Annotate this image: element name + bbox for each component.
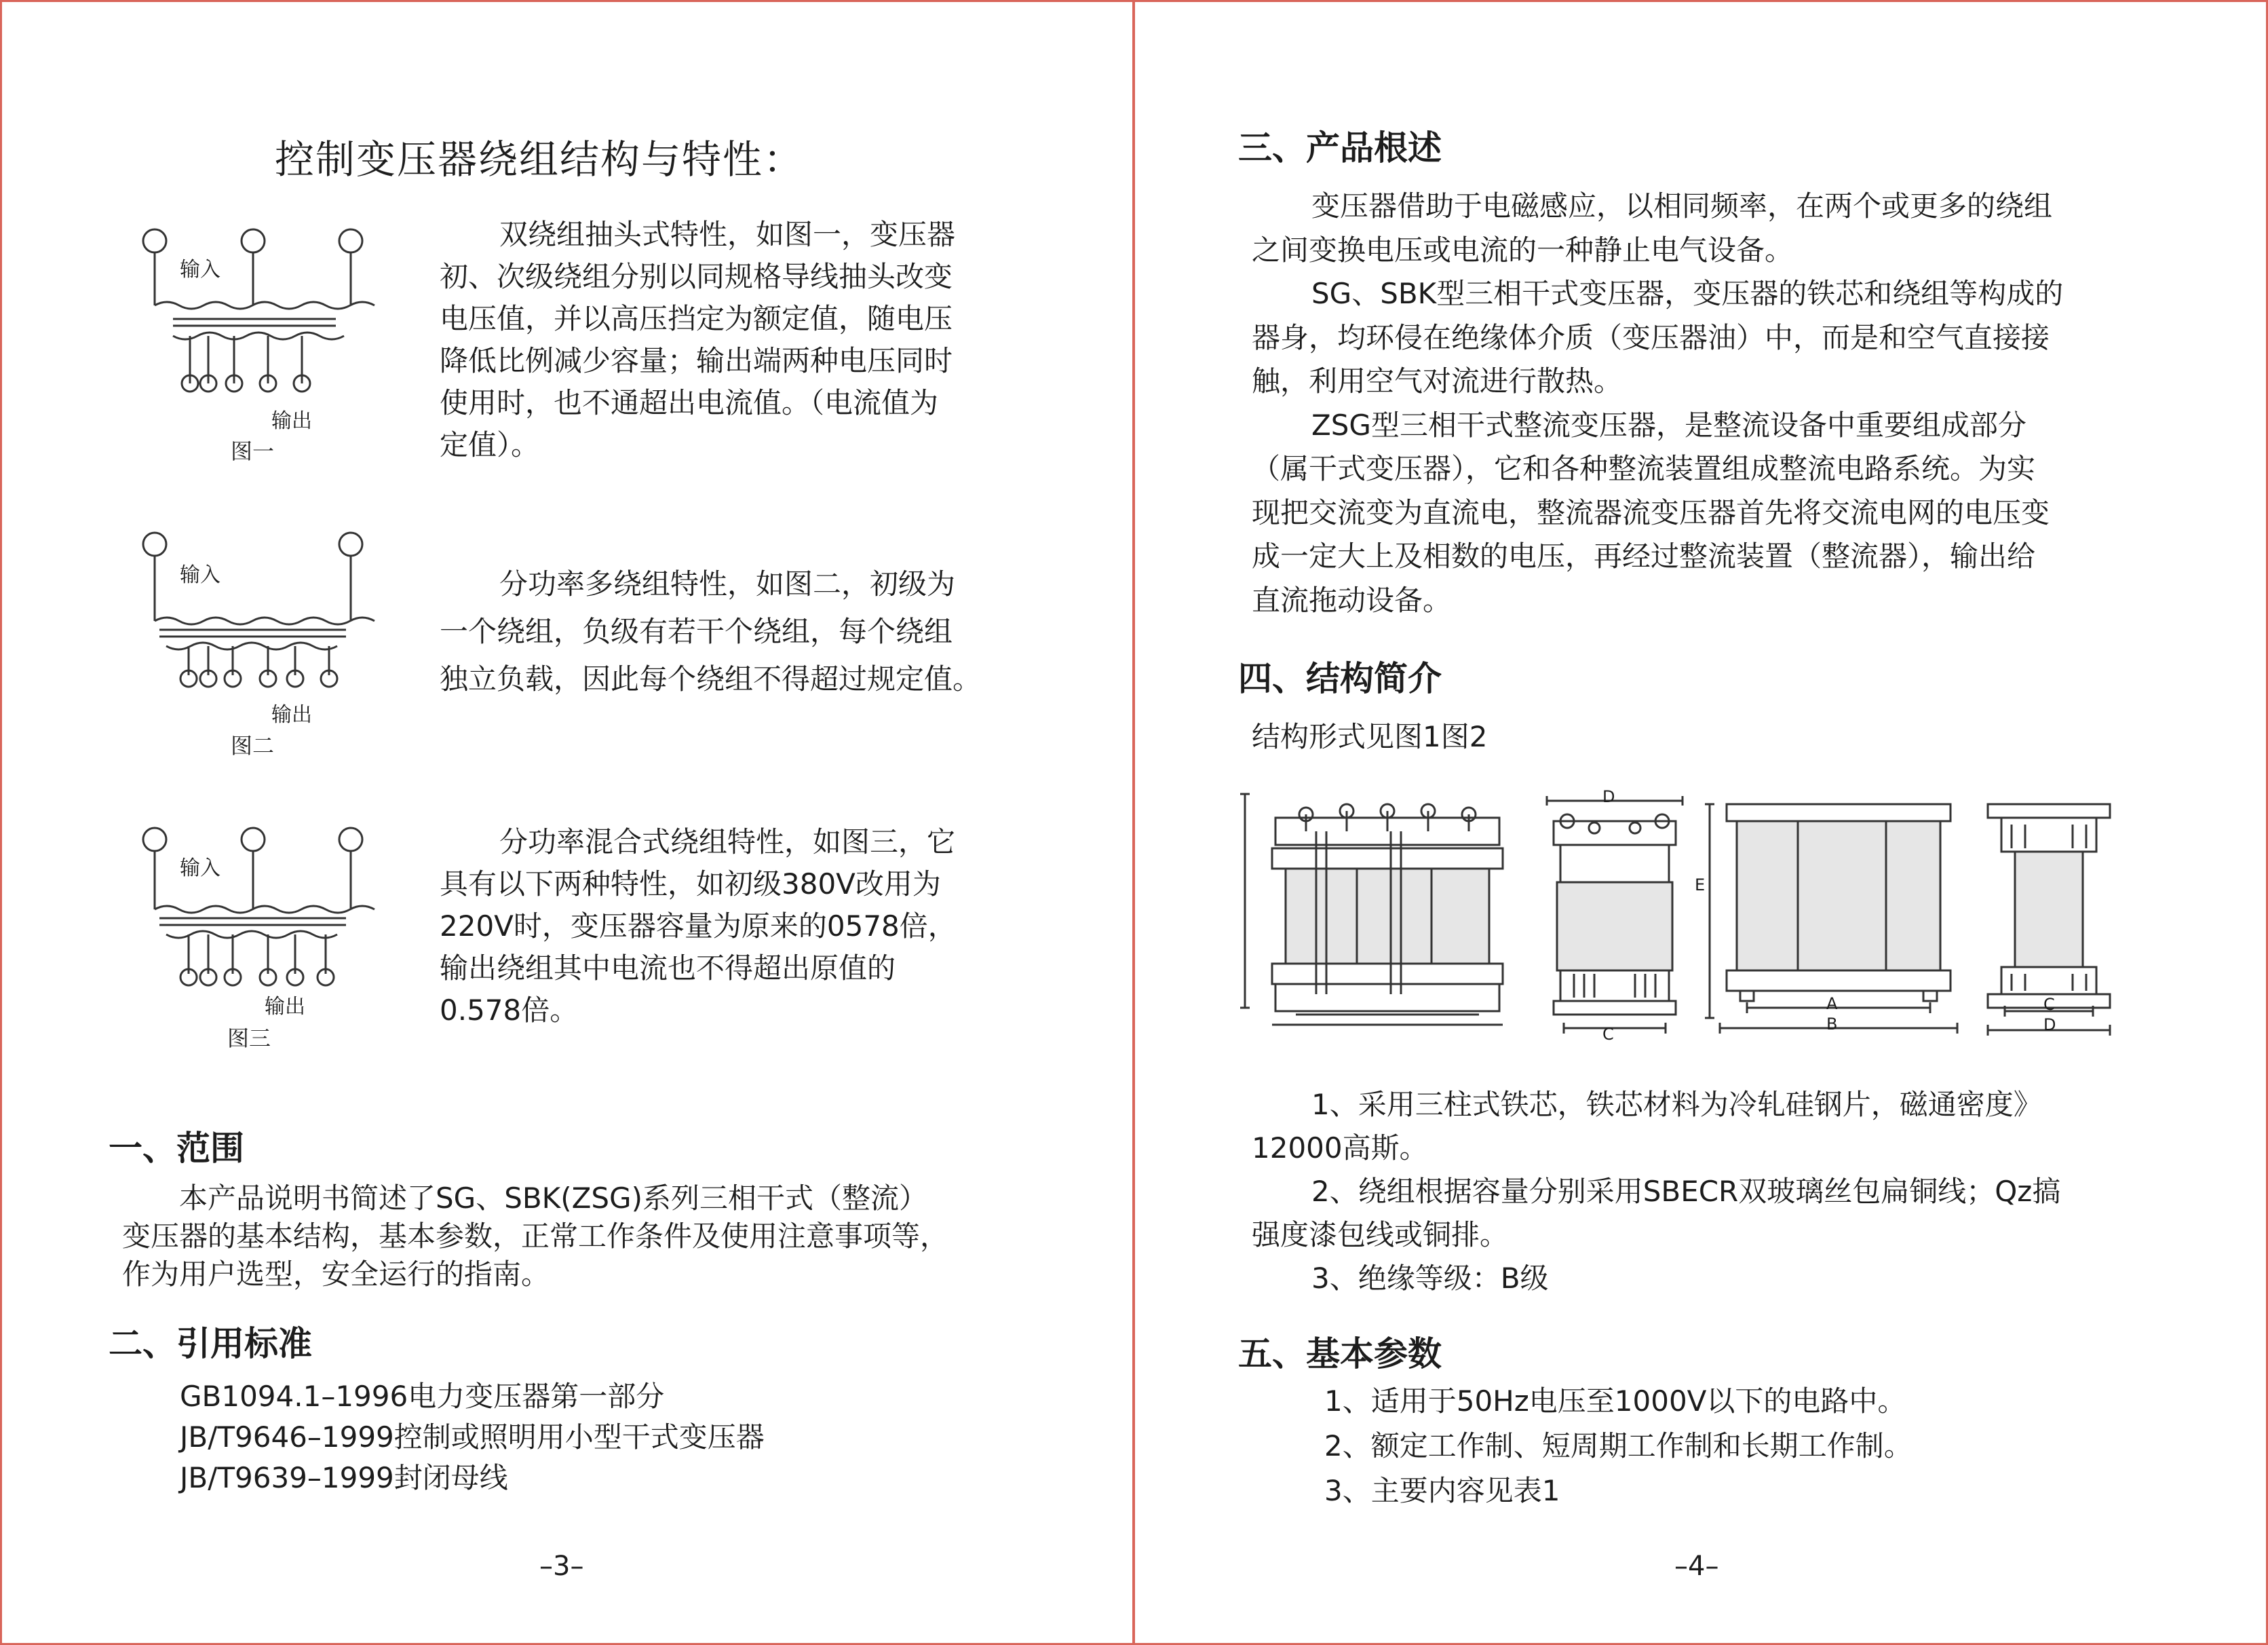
output-label-2: 输出 [271,703,312,727]
figure-1-description [440,214,955,466]
section-standards-list [180,1376,765,1498]
text-line: 之间变换电压或电流的一种静止电气设备。 [1252,233,1794,267]
text-line: 成一定大上及相数的电压，再经过整流装置（整流器），输出给 [1252,540,2036,573]
dimension-label-d2: D [2043,1015,2056,1034]
section-heading-standards: 二、引用标准 [109,1324,312,1363]
section-overview-text [1252,185,2063,622]
page-number-right: –4– [1674,1551,1719,1582]
text-line: 具有以下两种特性，如初级380V改用为 [440,867,941,901]
output-label-1: 输出 [271,409,312,433]
text-line: 电压值，并以高压挡定为额定值，随电压 [440,302,953,335]
page-number-left: –3– [539,1551,584,1582]
text-line: 2、绕组根据容量分别采用SBECR双玻璃丝包扁铜线；Qz搞 [1311,1175,2061,1208]
text-line: 3、主要内容见表1 [1324,1474,1560,1507]
structure-intro: 结构形式见图1图2 [1252,720,1488,753]
text-line: 1、采用三柱式铁芯，铁芯材料为冷轧硅钢片，磁通密度》 [1311,1088,2042,1121]
structure-features-list [1252,1083,2060,1300]
text-line: 本产品说明书简述了SG、SBK(ZSG)系列三相干式（整流） [179,1181,927,1215]
text-line: 3、绝缘等级：B级 [1311,1262,1549,1295]
section-heading-scope: 一、范围 [109,1129,244,1168]
text-line: 定值）。 [440,428,540,461]
text-line: 初、次级绕组分别以同规格导线抽头改变 [440,260,953,293]
text-line: 2、额定工作制、短周期工作制和长期工作制。 [1324,1429,1913,1462]
transformer-front-view-drawing [1235,791,1520,1048]
text-line: GB1094.1–1996电力变压器第一部分 [180,1380,665,1413]
figure-caption-2: 图二 [231,733,275,759]
text-line: （属干式变压器），它和各种整流装置组成整流电路系统。为实 [1252,452,2036,485]
input-label-1: 输入 [180,258,220,282]
text-line: 变压器借助于电磁感应，以相同频率，在两个或更多的绕组 [1311,189,2053,223]
text-line: 直流拖动设备。 [1252,583,1452,617]
text-line: 强度漆包线或铜排。 [1252,1218,1509,1251]
figure-3-description [440,821,957,1032]
dimension-label-e: E [1695,875,1706,894]
text-line: 输出绕组其中电流也不得超出原值的 [440,951,896,985]
text-line: 1、适用于50Hz电压至1000V以下的电路中。 [1324,1384,1906,1418]
dimension-label-c2: C [2043,995,2055,1014]
text-line: 220V时，变压器容量为原来的0578倍， [440,909,957,943]
text-line: JB/T9646–1999控制或照明用小型干式变压器 [180,1420,765,1454]
dimension-label-d-top: D [1602,787,1615,806]
winding-diagram-3 [132,825,377,1001]
dimension-label-b: B [1826,1015,1838,1034]
text-line: ZSG型三相干式整流变压器，是整流设备中重要组成部分 [1311,408,2026,442]
text-line: 使用时，也不通超出电流值。（电流值为 [440,386,939,419]
text-line: 现把交流变为直流电，整流器流变压器首先将交流电网的电压变 [1252,495,2050,529]
page-title: 控制变压器绕组结构与特性： [275,136,805,183]
text-line: 分功率混合式绕组特性，如图三，它 [499,825,956,858]
text-line: 触，利用空气对流进行散热。 [1252,364,1623,398]
text-line: 双绕组抽头式特性，如图一，变压器 [499,218,956,251]
text-line: 器身，均环侵在绝缘体介质（变压器油）中，而是和空气直接接 [1252,320,2050,354]
text-line: 独立负载，因此每个绕组不得超过规定值。 [440,662,982,696]
figure-2-description [440,561,981,703]
dimension-label-c1: C [1602,1025,1614,1044]
text-line: 变压器的基本结构，基本参数，正常工作条件及使用注意事项等， [122,1219,949,1253]
winding-diagram-2 [132,529,377,706]
output-label-3: 输出 [265,995,305,1019]
input-label-2: 输入 [180,563,220,587]
text-line: SG、SBK型三相干式变压器，变压器的铁芯和绕组等构成的 [1311,277,2064,310]
text-line: 降低比例减少容量；输出端两种电压同时 [440,344,953,377]
section-heading-structure: 四、结构简介 [1238,659,1442,698]
figure-caption-3: 图三 [227,1025,271,1051]
text-line: 分功率多绕组特性，如图二，初级为 [499,567,956,601]
text-line: 12000高斯。 [1252,1131,1428,1165]
section-scope-text [122,1179,948,1293]
text-line: JB/T9639–1999封闭母线 [180,1461,508,1494]
winding-diagram-1 [132,224,377,434]
figure-caption-1: 图一 [231,438,275,464]
text-line: 作为用户选型，安全运行的指南。 [122,1258,550,1291]
section-heading-overview: 三、产品根述 [1238,128,1442,168]
input-label-3: 输入 [180,856,220,880]
text-line: 一个绕组，负级有若干个绕组，每个绕组 [440,615,953,648]
section-heading-parameters: 五、基本参数 [1238,1334,1442,1374]
text-line: 0.578倍。 [440,994,579,1027]
transformer-side-view-drawing [1537,791,1693,1048]
section-parameters-list [1324,1379,1913,1513]
dimension-label-a: A [1826,994,1838,1013]
